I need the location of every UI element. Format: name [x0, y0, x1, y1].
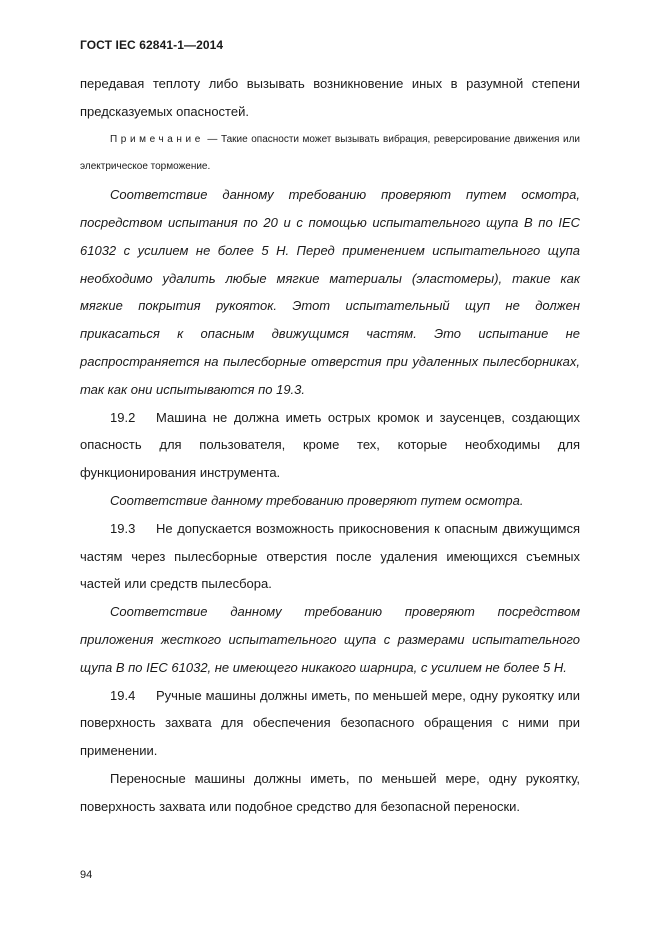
page-number: 94 — [80, 869, 93, 881]
clause-number: 19.3 — [110, 520, 136, 536]
document-body — [80, 70, 580, 821]
compliance-check-paragraph: Соответствие данному требованию проверяют посредством приложения жесткого испытательного щупа с размерами испытательного щупа B по IEC 61032, не имеющего никакого шарнира, с усилием не более 5 Н. — [80, 604, 580, 675]
document-header: ГОСТ IEC 62841-1—2014 — [80, 38, 224, 52]
compliance-check-paragraph: Соответствие данному требованию проверяют путем осмотра. — [110, 492, 524, 508]
paragraph: Переносные машины должны иметь, по меньшей мере, одну рукоятку, поверхность захвата или подобное средство для безопасной переноски. — [80, 770, 580, 814]
note-label: Примечание — [110, 133, 204, 145]
clause-19-4 — [80, 682, 580, 765]
paragraph-continuation: передавая теплоту либо вызывать возникновение иных в разумной степени предсказуемых опасностей. — [80, 76, 580, 119]
clause-19-2 — [80, 404, 580, 487]
clause-19-3 — [80, 515, 580, 598]
note-text: — Такие опасности может вызывать вибрация, реверсирование движения или электрическое торможение. — [80, 133, 580, 173]
note-paragraph — [80, 126, 580, 182]
clause-number: 19.2 — [110, 409, 136, 425]
clause-text: Машина не должна иметь острых кромок и заусенцев, создающих опасность для пользователя, кроме тех, которые необходимы для функционирования инструмента. — [80, 409, 580, 481]
compliance-check-paragraph: Соответствие данному требованию проверяют путем осмотра, посредством испытания по 20 и с помощью испытательного щупа B по IEC 61032 с усилием не более 5 Н. Перед применением испытательного щупа необходимо удалить любые мягкие материалы (эластомеры), такие как мягкие покрытия рукояток. Этот испытательный щуп не должен прикасаться к опасным движущимся частям. Это испытание не распространяется на пылесборные отверстия при удаленных пылесборниках, так как они испытываются по 19.3. — [80, 187, 581, 397]
clause-number: 19.4 — [110, 687, 136, 703]
clause-text: Не допускается возможность прикосновения к опасным движущимся частям через пылесборные отверстия после удаления имеющихся съемных частей или средств пылесбора. — [80, 520, 580, 592]
clause-text: Ручные машины должны иметь, по меньшей мере, одну рукоятку или поверхность захвата для обеспечения безопасного обращения с ними при применении. — [80, 687, 580, 759]
